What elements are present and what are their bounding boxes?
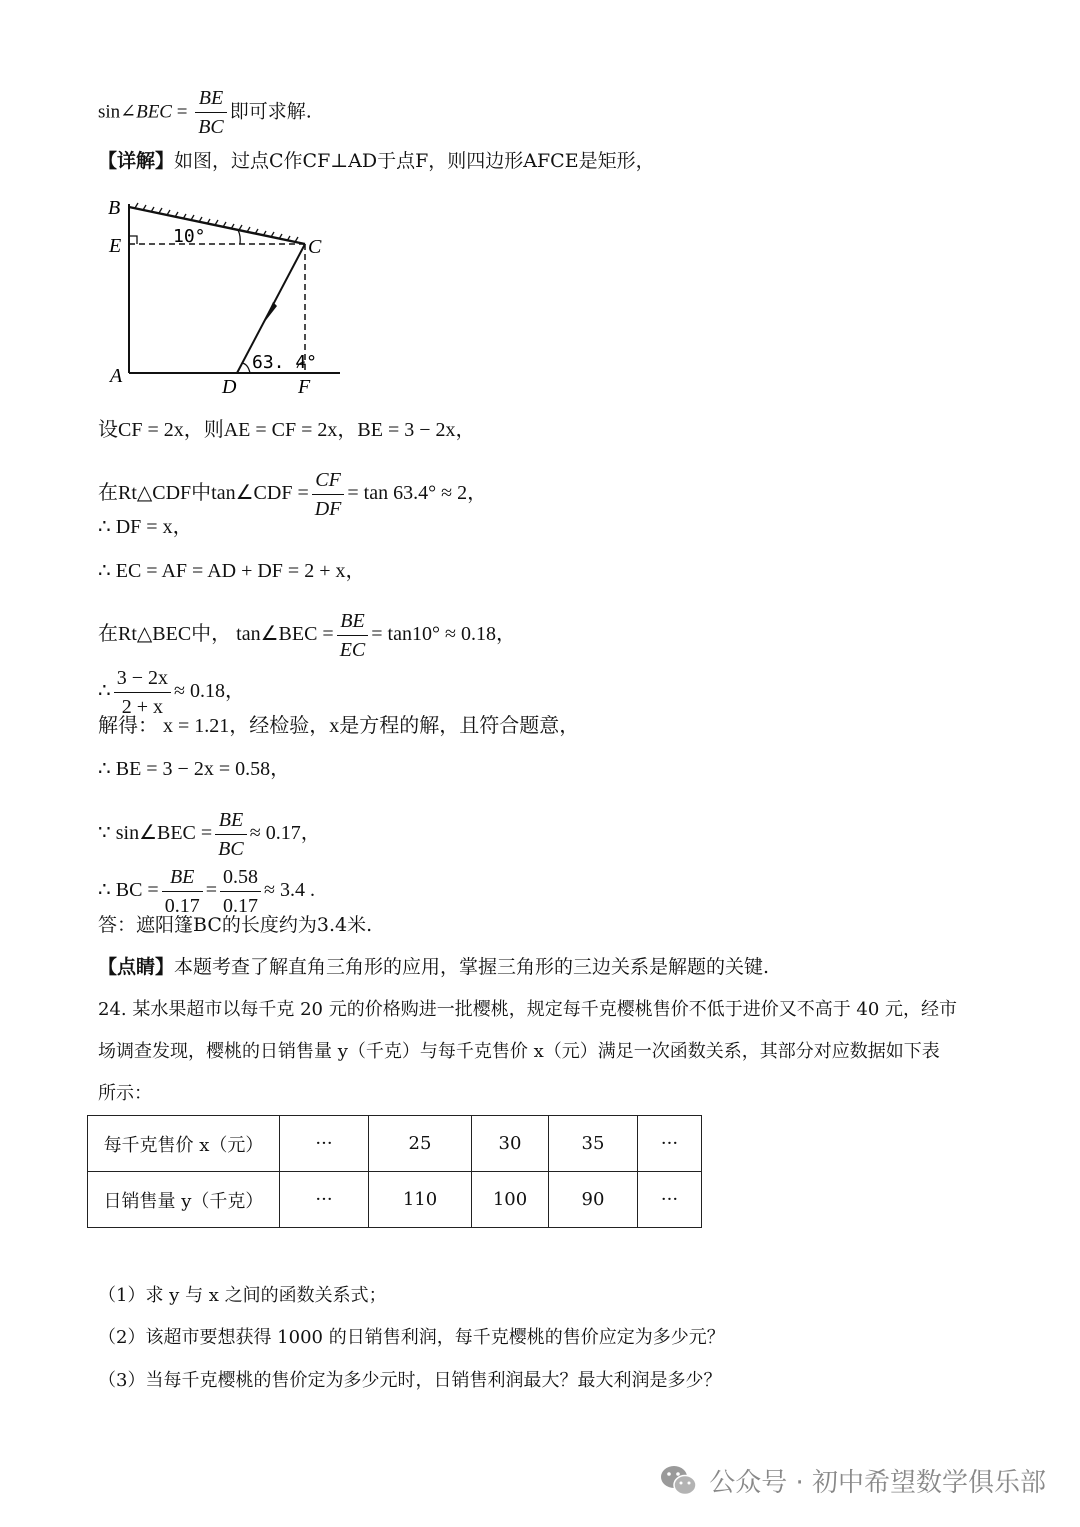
geometry-figure <box>100 190 350 400</box>
pre: 在Rt△CDF中tan∠CDF = <box>98 482 309 505</box>
pre: 在Rt△BEC中， tan∠BEC = <box>98 623 334 646</box>
question-24-line3: 所示： <box>98 1083 152 1104</box>
pre: ∴ BC = <box>98 879 159 902</box>
angle-arc-d <box>242 363 250 373</box>
question-24-line1: 24. 某水果超市以每千克 20 元的价格购进一批樱桃，规定每千克樱桃售价不低于进价又不高于 40 元，经市 <box>98 999 958 1020</box>
denominator: BC <box>218 838 244 860</box>
numerator: 0.58 <box>220 863 261 892</box>
numerator: BE <box>215 806 247 835</box>
fraction-be-bc-2 <box>215 806 247 863</box>
label-b: B <box>108 197 121 219</box>
mid: = <box>205 879 217 902</box>
line-ec: ∴ EC = AF = AD + DF = 2 + x， <box>98 560 366 582</box>
line-df: ∴ DF = x， <box>98 516 193 538</box>
table-cell: ··· <box>638 1116 702 1172</box>
table-cell: 30 <box>472 1116 549 1172</box>
denominator: 2 + x <box>121 696 164 718</box>
label-angle-63: 63. 4° <box>252 352 318 373</box>
denominator: DF <box>314 498 342 520</box>
line-solve: 解得： x = 1.21，经检验，x是方程的解，且符合题意， <box>98 715 580 737</box>
arrow-head <box>263 302 277 324</box>
detail-tag: 【详解】 <box>98 150 175 172</box>
table-cell: ··· <box>638 1172 702 1228</box>
detail-text: 如图，过点C作CF⊥AD于点F，则四边形AFCE是矩形， <box>174 150 655 172</box>
pre: ∴ <box>98 680 111 703</box>
sub-question-3: （3）当每千克樱桃的售价定为多少元时，日销售利润最大？最大利润是多少？ <box>98 1370 722 1391</box>
label-f: F <box>298 376 311 398</box>
line-equation <box>98 664 245 721</box>
fraction-1 <box>162 863 203 920</box>
line-bc <box>98 863 315 920</box>
numerator: BE <box>162 863 203 892</box>
fraction-be-bc <box>195 84 227 141</box>
table-cell: ··· <box>280 1172 369 1228</box>
sub-question-1: （1）求 y 与 x 之间的函数关系式； <box>98 1285 387 1306</box>
line-sin-bec <box>98 84 312 141</box>
angle-name: BEC <box>136 101 172 123</box>
table-cell: 每千克售价 x（元） <box>88 1116 280 1172</box>
answer-line: 答：遮阳篷BC的长度约为3.4米. <box>98 914 373 936</box>
label-a: A <box>110 365 123 387</box>
table-cell: 90 <box>549 1172 638 1228</box>
label-e: E <box>109 235 122 257</box>
fraction-2 <box>220 863 261 920</box>
label-angle-10: 10° <box>173 226 206 247</box>
comment-line <box>98 955 769 979</box>
label-c: C <box>308 236 322 258</box>
table-cell: 110 <box>369 1172 472 1228</box>
sin-text: sin∠ <box>98 101 137 123</box>
post: = tan10° ≈ 0.18， <box>371 623 516 646</box>
comment-tag: 【点睛】 <box>98 956 175 978</box>
table-row-volume <box>88 1172 702 1228</box>
sub-question-2: （2）该超市要想获得 1000 的日销售利润，每千克樱桃的售价应定为多少元？ <box>98 1327 725 1348</box>
numerator: 3 − 2x <box>114 664 171 693</box>
denominator: 0.17 <box>164 895 200 917</box>
line-tan-bec <box>98 607 516 664</box>
fraction-be-ec <box>337 607 369 664</box>
denominator: 0.17 <box>222 895 258 917</box>
comment-text: 本题考查了解直角三角形的应用，掌握三角形的三边关系是解题的关键. <box>174 956 770 978</box>
line-sin <box>98 806 321 863</box>
wechat-icon <box>659 1464 699 1498</box>
line-set-cf: 设CF = 2x，则AE = CF = 2x，BE = 3 − 2x， <box>98 419 476 441</box>
table-cell: 25 <box>369 1116 472 1172</box>
hatching <box>135 203 298 242</box>
eq-sign: = <box>171 101 193 123</box>
footer-text: 公众号 · 初中希望数学俱乐部 <box>709 1468 1046 1498</box>
angle-arc-c <box>238 230 240 244</box>
table-cell: 日销售量 y（千克） <box>88 1172 280 1228</box>
post: = tan 63.4° ≈ 2， <box>347 482 488 505</box>
numerator: BE <box>337 607 369 636</box>
footer-watermark <box>659 1462 1046 1499</box>
table-cell: ··· <box>280 1116 369 1172</box>
post: ≈ 0.17， <box>249 822 321 845</box>
table-row-price <box>88 1116 702 1172</box>
post: ≈ 0.18， <box>174 680 245 703</box>
numerator: BE <box>195 84 227 113</box>
post: ≈ 3.4 . <box>263 879 315 902</box>
fraction-cf-df <box>312 466 345 523</box>
table-cell: 100 <box>472 1172 549 1228</box>
denominator: EC <box>339 639 366 661</box>
post-text: 即可求解. <box>229 100 312 123</box>
label-d: D <box>222 376 237 398</box>
line-be: ∴ BE = 3 − 2x = 0.58， <box>98 758 291 780</box>
question-24-line2: 场调查发现，樱桃的日销售量 y（千克）与每千克售价 x（元）满足一次函数关系，其部分对应数据如下表 <box>98 1041 940 1062</box>
numerator: CF <box>312 466 345 495</box>
fraction-x <box>114 664 171 721</box>
data-table <box>87 1115 702 1228</box>
right-angle-mark <box>129 236 137 244</box>
table-cell: 35 <box>549 1116 638 1172</box>
denominator: BC <box>198 116 224 138</box>
pre: ∵ sin∠BEC = <box>98 822 213 845</box>
detail-line <box>98 149 655 173</box>
